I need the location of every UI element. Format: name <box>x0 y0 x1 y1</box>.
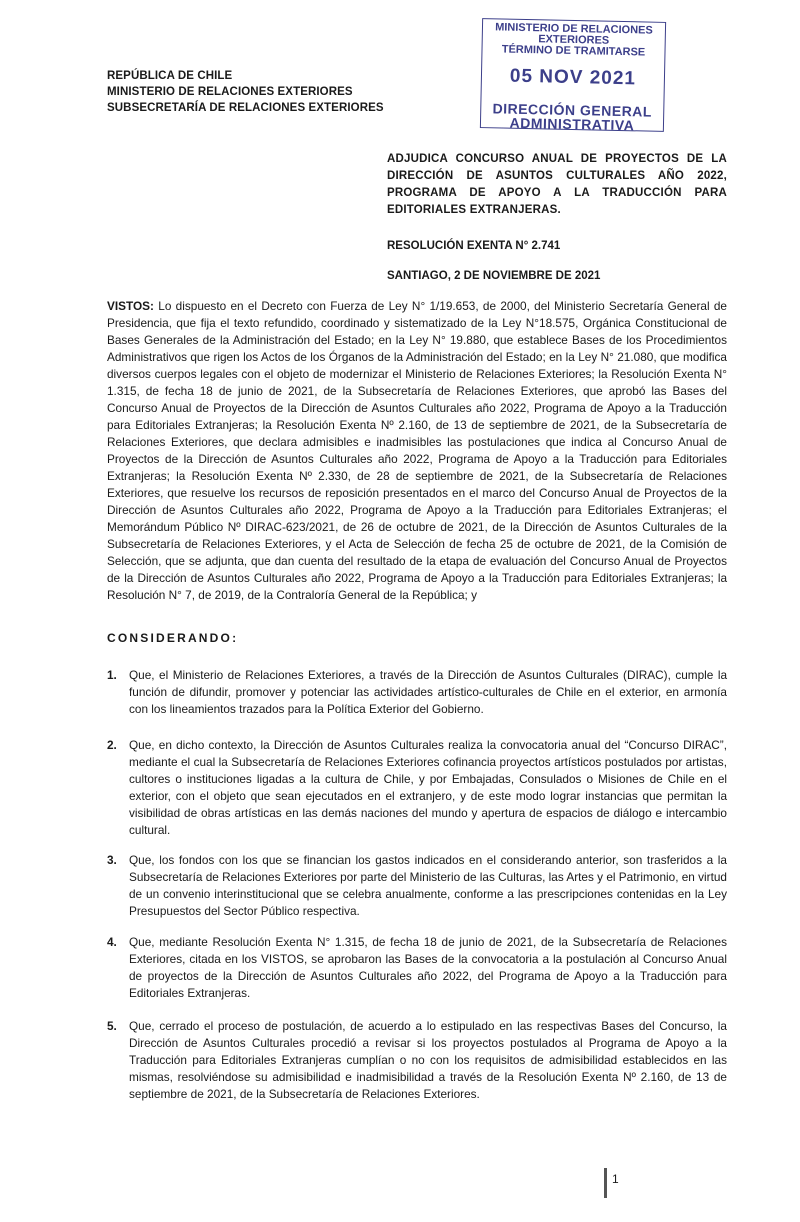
item-text: Que, el Ministerio de Relaciones Exteriores, a través de la Dirección de Asuntos Culturales (DIRAC), cumple la función de difundir, promover y potenciar las actividades artístico-culturales de Chile en el exterior, en armonía con los lineamientos trazados para la Política Exterior del Gobierno. <box>129 668 727 716</box>
item-text: Que, mediante Resolución Exenta N° 1.315, de fecha 18 de junio de 2021, de la Subsecretaría de Relaciones Exteriores, citada en los VISTOS, se aprobaron las Bases de la convocatoria a la postulación al Concurso Anual de proyectos de la Dirección de Asuntos Culturales año 2022, del Programa de Apoyo a la Traducción para Editoriales Extranjeras. <box>129 935 727 1000</box>
considerando-item <box>107 934 727 1002</box>
page-margin-bar <box>604 1168 607 1198</box>
item-number: 3. <box>107 853 117 867</box>
item-number: 1. <box>107 668 117 682</box>
item-number: 4. <box>107 935 117 949</box>
item-number: 5. <box>107 1019 117 1033</box>
considerando-item <box>107 852 727 920</box>
issuer-header <box>107 68 384 116</box>
stamp-line-2: EXTERIORES <box>538 33 610 47</box>
vistos-paragraph <box>107 298 727 604</box>
header-ministry: MINISTERIO DE RELACIONES EXTERIORES <box>107 86 353 98</box>
vistos-text: Lo dispuesto en el Decreto con Fuerza de Ley N° 1/19.653, de 2000, del Ministerio Secretaría General de Presidencia, que fija el texto refundido, coordinado y sistematizado de la Ley N°18.575, Orgánica Constitucional de Bases Generales de la Administración del Estado; en la Ley N° 19.880, que establece Bases de los Procedimientos Administrativos que rigen los Actos de los Órganos de la Administración del Estado; en la Ley N° 21.080, que modifica diversos cuerpos legales con el objeto de modernizar el Ministerio de Relaciones Exteriores; la Resolución Exenta N° 1.315, de fecha 18 de junio de 2021, de la Subsecretaría de Relaciones Exteriores, que aprobó las Bases del Concurso Anual de Proyectos de la Dirección de Asuntos Culturales año 2022, Programa de Apoyo a la Traducción para Editoriales Extranjeras; la Resolución Exenta Nº 2.160, de 13 de septiembre de 2021, de la Subsecretaría de Relaciones Exteriores, que declara admisibles e inadmisibles las postulaciones que indica al Concurso Anual de Proyectos de la Dirección de Asuntos Culturales año 2022, Programa de Apoyo a la Traducción para Editoriales Extranjeras; la Resolución Exenta Nº 2.330, de 28 de septiembre de 2021, de la Subsecretaría de Relaciones Exteriores, que resuelve los recursos de reposición presentados en el marco del Concurso Anual de Proyectos de la Dirección de Asuntos Culturales año 2022, Programa de Apoyo a la Traducción para Editoriales Extranjeras; el Memorándum Público Nº DIRAC-623/2021, de 26 de octubre de 2021, de la Dirección de Asuntos Culturales de la Subsecretaría de Relaciones Exteriores, y el Acta de Selección de fecha 25 de octubre de 2021, de la Comisión de Selección, que se adjunta, que dan cuenta del resultado de la etapa de evaluación del Concurso Anual de Proyectos de la Dirección de Asuntos Culturales año 2022, Programa de Apoyo a la Traducción para Editoriales Extranjeras; la Resolución N° 7, de 2019, de la Contraloría General de la República; y <box>107 299 727 602</box>
item-text: Que, cerrado el proceso de postulación, de acuerdo a lo estipulado en las respectivas Bases del Concurso, la Dirección de Asuntos Culturales procedió a revisar si los proyectos postulados al Programa de Apoyo a la Traducción para Editoriales Extranjeras cumplían o no con los requisitos de admisibilidad establecidos en las mismas, resolviéndose su admisibilidad e inadmisibilidad a través de la Resolución Exenta Nº 2.160, de 13 de septiembre de 2021, de la Subsecretaría de Relaciones Exteriores. <box>129 1019 727 1101</box>
header-subsecretaria: SUBSECRETARÍA DE RELACIONES EXTERIORES <box>107 102 384 114</box>
document-title: ADJUDICA CONCURSO ANUAL DE PROYECTOS DE LA DIRECCIÓN DE ASUNTOS CULTURALES AÑO 2022, PROGRAMA DE APOYO A LA TRADUCCIÓN PARA EDITORIALES EXTRANJERAS. <box>387 153 727 216</box>
considerando-heading: CONSIDERANDO: <box>107 631 239 645</box>
stamp-date: 05 NOV 2021 <box>509 65 637 90</box>
stamp-line-5: ADMINISTRATIVA <box>509 114 635 134</box>
considerando-item <box>107 667 727 718</box>
page-number: 1 <box>612 1172 619 1186</box>
item-number: 2. <box>107 738 117 752</box>
place-date: SANTIAGO, 2 DE NOVIEMBRE DE 2021 <box>387 270 601 282</box>
header-country: REPÚBLICA DE CHILE <box>107 70 233 82</box>
item-text: Que, en dicho contexto, la Dirección de Asuntos Culturales realiza la convocatoria anual del “Concurso DIRAC”, mediante el cual la Subsecretaría de Relaciones Exteriores cofinancia proyectos artísticos postulados por artistas, cultores o instituciones ligadas a la cultura de Chile, y por Embajadas, Consulados o Misiones de Chile en el exterior, con el objeto que sean ejecutados en el extranjero, y de este modo lograr instancias que permitan la visibilidad de obras artísticas en las demás naciones del mundo y apertura de espacios de diálogo e intercambio cultural. <box>129 738 727 837</box>
stamp-line-3: TÉRMINO DE TRAMITARSE <box>501 43 646 59</box>
vistos-label: VISTOS: <box>107 299 154 313</box>
considerando-item <box>107 737 727 839</box>
official-stamp <box>480 18 666 132</box>
stamp-line-4: DIRECCIÓN GENERAL <box>492 100 653 120</box>
resolution-number: RESOLUCIÓN EXENTA N° 2.741 <box>387 240 561 252</box>
stamp-line-1: MINISTERIO DE RELACIONES <box>495 21 653 37</box>
considerando-item <box>107 1018 727 1103</box>
item-text: Que, los fondos con los que se financian los gastos indicados en el considerando anterior, son trasferidos a la Subsecretaría de Relaciones Exteriores por parte del Ministerio de las Culturas, las Artes y el Patrimonio, en virtud de un convenio interinstitucional que se celebra anualmente, conforme a las prescripciones contenidas en la Ley Presupuestos del Sector Público respectiva. <box>129 853 727 918</box>
